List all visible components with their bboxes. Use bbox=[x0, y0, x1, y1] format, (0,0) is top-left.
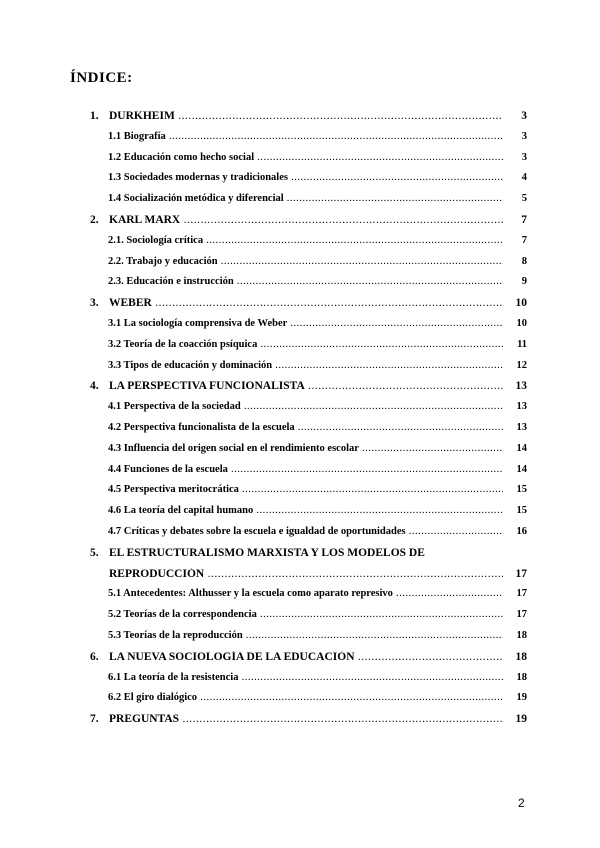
toc-page-number: 10 bbox=[516, 318, 527, 329]
toc-chapter-row[interactable] bbox=[90, 110, 527, 130]
toc-section-row[interactable] bbox=[108, 318, 527, 338]
toc-section-row[interactable] bbox=[108, 172, 527, 192]
toc-section-row[interactable] bbox=[108, 588, 527, 608]
toc-entry-title: 4.7 Críticas y debates sobre la escuela e igualdad de oportunidades ..... bbox=[108, 526, 503, 537]
toc-page-number: 14 bbox=[516, 442, 527, 454]
toc-entry-title: 1.1 Biografía ..... bbox=[108, 131, 503, 142]
toc-entry-title: 4.5 Perspectiva meritocrática ..... bbox=[108, 484, 503, 495]
toc-page-number: 3 bbox=[521, 130, 527, 142]
toc-chapter-number: 4. bbox=[90, 380, 99, 393]
toc-page-number: 13 bbox=[516, 422, 527, 433]
toc-page-number: 17 bbox=[516, 609, 527, 621]
toc-entry-title: 6.2 El giro dialógico ..... bbox=[108, 692, 503, 703]
toc-chapter-row[interactable] bbox=[90, 214, 527, 234]
toc-entry-title: REPRODUCCIÓN ..... bbox=[109, 568, 503, 580]
toc-page-number: 13 bbox=[516, 401, 527, 413]
index-title: ÍNDICE: bbox=[70, 70, 133, 86]
toc-section-row[interactable] bbox=[108, 484, 527, 504]
toc-entry-title: 4.1 Perspectiva de la sociedad ..... bbox=[108, 401, 503, 412]
toc-page-number: 7 bbox=[521, 234, 527, 246]
toc-entry-title: 2.3. Educación e instrucción ..... bbox=[108, 276, 503, 287]
toc-page-number: 8 bbox=[521, 255, 527, 267]
toc-page-number: 15 bbox=[516, 505, 527, 517]
toc-entry-title: 4.3 Influencia del origen social en el rendimiento escolar ..... bbox=[108, 443, 503, 454]
toc-entry-title: 1.2 Educación como hecho social ..... bbox=[108, 152, 503, 163]
toc-entry-title: DURKHEIM ..... bbox=[109, 110, 503, 122]
toc-page-number: 12 bbox=[516, 359, 527, 371]
toc-entry-title: WEBER ..... bbox=[109, 297, 503, 309]
toc-section-row[interactable] bbox=[108, 422, 527, 442]
toc-page-number: 4 bbox=[521, 172, 527, 184]
toc-section-row[interactable] bbox=[108, 235, 527, 255]
toc-entry-title: 6.1 La teoría de la resistencia ..... bbox=[108, 672, 503, 683]
toc-chapter-number: 3. bbox=[90, 297, 99, 310]
toc-entry-title: 2.1. Sociología crítica ..... bbox=[108, 235, 503, 246]
toc-page-number: 19 bbox=[515, 713, 527, 726]
toc-page-number: 3 bbox=[521, 110, 527, 122]
toc-chapter-row[interactable] bbox=[90, 380, 527, 400]
toc-section-row[interactable] bbox=[108, 339, 527, 359]
toc-page-number: 3 bbox=[521, 151, 527, 163]
toc-entry-title: EL ESTRUCTURALISMO MARXISTA Y LOS MODELOS DE bbox=[109, 546, 425, 559]
toc-section-row[interactable] bbox=[108, 672, 527, 692]
toc-page-number: 18 bbox=[515, 650, 527, 663]
toc-entry-title: 3.3 Tipos de educación y dominación ..... bbox=[108, 360, 503, 371]
toc-page-number: 14 bbox=[516, 463, 527, 475]
toc-section-row[interactable] bbox=[108, 505, 527, 525]
toc-entry-title: 3.1 La sociología comprensiva de Weber ..... bbox=[108, 318, 503, 329]
toc-section-row[interactable] bbox=[108, 630, 527, 650]
toc-entry-title: 5.1 Antecedentes: Althusser y la escuela como aparato represivo ..... bbox=[108, 588, 503, 599]
toc-entry-title: 5.2 Teorías de la correspondencia ..... bbox=[108, 609, 503, 620]
toc-page-number: 7 bbox=[521, 214, 527, 226]
toc-chapter-row[interactable] bbox=[90, 713, 527, 733]
toc-entry-title: LA NUEVA SOCIOLOGÍA DE LA EDUCACIÓN ..... bbox=[109, 651, 503, 663]
toc-page-number: 17 bbox=[515, 567, 527, 580]
toc-chapter-row[interactable] bbox=[90, 297, 527, 317]
toc-page-number: 9 bbox=[521, 276, 527, 288]
toc-entry-title: 4.4 Funciones de la escuela ..... bbox=[108, 464, 503, 475]
toc-section-row[interactable] bbox=[108, 526, 527, 546]
toc-section-row[interactable] bbox=[108, 464, 527, 484]
toc-chapter-number: 1. bbox=[90, 110, 99, 122]
toc-page-number: 17 bbox=[516, 588, 527, 600]
toc-section-row[interactable] bbox=[108, 443, 527, 463]
toc-entry-title: 1.3 Sociedades modernas y tradicionales ..... bbox=[108, 172, 503, 183]
toc-page-number: 16 bbox=[516, 526, 527, 537]
toc-page-number: 11 bbox=[517, 338, 527, 350]
toc-section-row[interactable] bbox=[108, 609, 527, 629]
toc-page-number: 13 bbox=[515, 380, 527, 393]
toc-section-row[interactable] bbox=[108, 692, 527, 712]
toc-page-number: 18 bbox=[516, 630, 527, 641]
toc-entry-title: 4.6 La teoría del capital humano ..... bbox=[108, 505, 503, 516]
toc-chapter-row[interactable] bbox=[90, 547, 527, 567]
toc-page-number: 10 bbox=[515, 297, 527, 310]
toc-entry-title: 1.4 Socialización metódica y diferencial ..... bbox=[108, 193, 503, 204]
toc-chapter-row[interactable] bbox=[90, 651, 527, 671]
toc-entry-title: 5.3 Teorías de la reproducción ..... bbox=[108, 630, 503, 641]
toc-section-row[interactable] bbox=[108, 360, 527, 380]
toc-chapter-number: 6. bbox=[90, 650, 99, 663]
toc-section-row[interactable] bbox=[108, 131, 527, 151]
toc-chapter-number: 5. bbox=[90, 546, 99, 559]
toc-section-row[interactable] bbox=[108, 193, 527, 213]
toc-section-row[interactable] bbox=[108, 152, 527, 172]
toc-page-number: 5 bbox=[521, 193, 527, 205]
toc-entry-title: 4.2 Perspectiva funcionalista de la escuela ..... bbox=[108, 422, 503, 433]
toc-page-number: 15 bbox=[516, 484, 527, 496]
toc-chapter-number: 2. bbox=[90, 214, 99, 226]
toc-page-number: 19 bbox=[516, 692, 527, 704]
toc-chapter-row[interactable] bbox=[90, 568, 527, 588]
toc-page-number: 18 bbox=[516, 671, 527, 683]
page-number: 2 bbox=[518, 796, 525, 810]
toc-section-row[interactable] bbox=[108, 276, 527, 296]
toc-entry-title: 2.2. Trabajo y educación ..... bbox=[108, 256, 503, 267]
toc-entry-title: PREGUNTAS ..... bbox=[109, 713, 503, 725]
toc-entry-title: 3.2 Teoría de la coacción psíquica ..... bbox=[108, 339, 503, 350]
toc-entry-title: LA PERSPECTIVA FUNCIONALISTA ..... bbox=[109, 380, 503, 392]
toc-section-row[interactable] bbox=[108, 256, 527, 276]
toc-chapter-number: 7. bbox=[90, 713, 99, 726]
toc-section-row[interactable] bbox=[108, 401, 527, 421]
toc-entry-title: KARL MARX ..... bbox=[109, 214, 503, 226]
